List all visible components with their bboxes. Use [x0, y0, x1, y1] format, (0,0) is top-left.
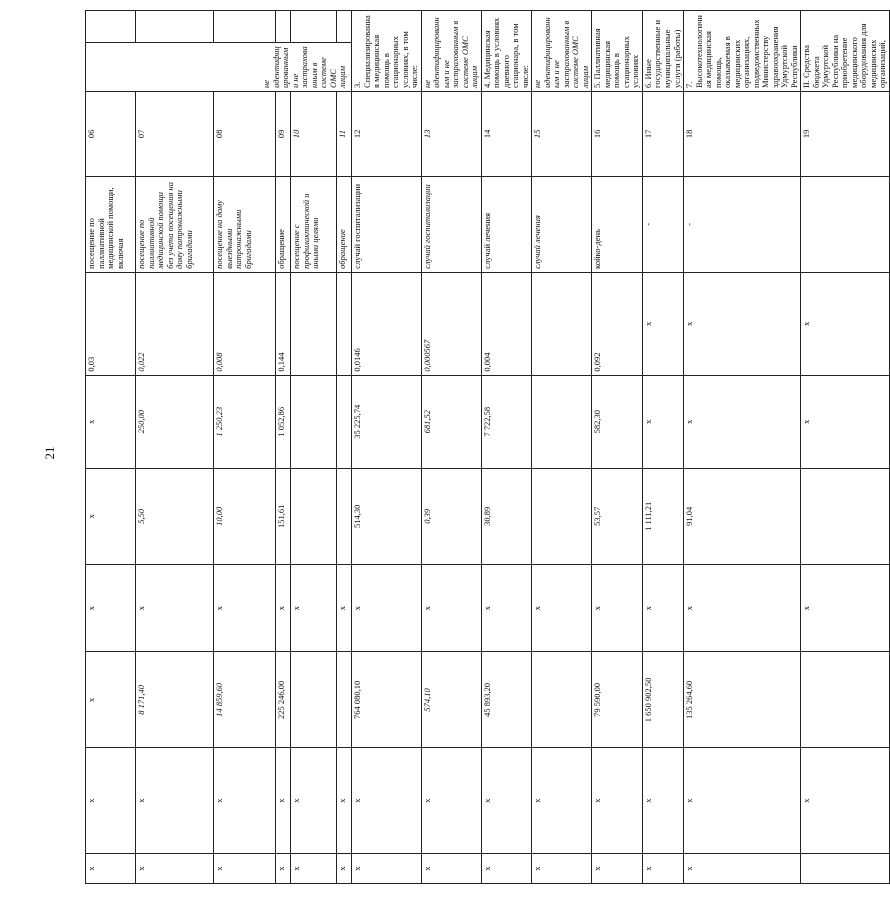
- stub-cell: [214, 11, 276, 43]
- row-12-c3: 764 080,10: [352, 652, 422, 748]
- row-09-norm: 0,144: [276, 272, 291, 375]
- row-15-unit: случай лечения: [532, 176, 592, 272]
- row-19-cost: х: [801, 375, 890, 468]
- row-17-c4: х: [642, 748, 683, 854]
- row-06-c4: х: [86, 748, 136, 854]
- row-13-cost: 681,52: [421, 375, 481, 468]
- row-06-c2: х: [86, 564, 136, 652]
- row-13-unit: случай госпитализации: [421, 176, 481, 272]
- table-row: [214, 11, 276, 884]
- row-08-unit: посещение на дому выездными патронажными бригадами: [214, 176, 276, 272]
- row-11-c4: х: [337, 748, 352, 854]
- row-14-c5: х: [481, 853, 532, 883]
- row-11-c5: х: [337, 853, 352, 883]
- row-15-cost: [532, 375, 592, 468]
- row-19-c2: х: [801, 564, 890, 652]
- row-18-c3: 135 264,60: [684, 652, 801, 748]
- row-11-c2: х: [337, 564, 352, 652]
- norms-table: [85, 10, 890, 884]
- row-08-c1: 10,00: [214, 468, 276, 564]
- row-10-norm: [291, 272, 337, 375]
- row-19-c3: [801, 652, 890, 748]
- row-19-norm: х: [801, 272, 890, 375]
- row-12-code: 12: [352, 91, 422, 176]
- row-19-c4: х: [801, 748, 890, 854]
- row-12-norm: 0,0146: [352, 272, 422, 375]
- row-10-unit: посещение с профилактической и иными целями: [291, 176, 337, 272]
- row-11-c3: [337, 652, 352, 748]
- row-07-c2: х: [136, 564, 214, 652]
- row-11-unit: обращение: [337, 176, 352, 272]
- row-17-c5: х: [642, 853, 683, 883]
- row-12-c2: х: [352, 564, 422, 652]
- row-10-c5: х: [291, 853, 337, 883]
- row-18-c5: х: [684, 853, 801, 883]
- table-row: [642, 11, 683, 884]
- row-08-c5: х: [214, 853, 276, 883]
- row-18-cost: х: [684, 375, 801, 468]
- row-17-code: 17: [642, 91, 683, 176]
- row-14-c4: х: [481, 748, 532, 854]
- row-14-code: 14: [481, 91, 532, 176]
- row-17-c3: 1 650 902,50: [642, 652, 683, 748]
- row-09-c4: х: [276, 748, 291, 854]
- rotated-table-wrapper: [85, 10, 888, 884]
- row-18-c1: 91,04: [684, 468, 801, 564]
- row-11-cost: [337, 375, 352, 468]
- row-11-norm: [337, 272, 352, 375]
- row-13-c5: х: [421, 853, 481, 883]
- row-09-code: 09: [276, 91, 291, 176]
- row-07-code: 07: [136, 91, 214, 176]
- row-16-code: 16: [592, 91, 643, 176]
- table-row: [532, 11, 592, 884]
- row-19-c5: [801, 853, 890, 883]
- table-row: [421, 11, 481, 884]
- table-row: [684, 11, 801, 884]
- row-15-c4: х: [532, 748, 592, 854]
- row-19-code: 19: [801, 91, 890, 176]
- row-07-unit: посещение по паллиативной медицинской помощи без учета посещения на дому патронажными бригадами: [136, 176, 214, 272]
- row-16-c1: 53,57: [592, 468, 643, 564]
- row-16-section: 5. Паллиативная медицинская помощь в стационарных условиях: [592, 11, 643, 92]
- row-18-unit: -: [684, 176, 801, 272]
- row-14-c3: 45 893,20: [481, 652, 532, 748]
- row-18-section: 7. Высокотехнологичная медицинская помощь, оказываемая в медицинских организациях, подведомственных Министерству здравоохранения Удмуртской Республики: [684, 11, 801, 92]
- table-row: [86, 11, 136, 884]
- row-07-c1: 5,50: [136, 468, 214, 564]
- stub-cell: [276, 11, 291, 43]
- table-row: [337, 11, 352, 884]
- row-06-norm: 0,03: [86, 272, 136, 375]
- row-06-unit: посещение по паллиативной медицинской помощи, включая: [86, 176, 136, 272]
- row-19-c1: [801, 468, 890, 564]
- row-18-norm: х: [684, 272, 801, 375]
- row-15-c5: х: [532, 853, 592, 883]
- row-07-cost: 250,00: [136, 375, 214, 468]
- row-14-norm: 0,004: [481, 272, 532, 375]
- row-16-c4: х: [592, 748, 643, 854]
- row-17-unit: -: [642, 176, 683, 272]
- row-19-section: II. Средства бюджета Удмуртской Республики на приобретение медицинского оборудования для медицинских организаций,: [801, 11, 890, 92]
- table-row: [136, 11, 214, 884]
- row-16-c2: х: [592, 564, 643, 652]
- stub-cell: [337, 11, 352, 43]
- row-07-c5: х: [136, 853, 214, 883]
- stub-cell: [136, 11, 214, 43]
- row-16-c3: 79 590,00: [592, 652, 643, 748]
- row-10-cost: [291, 375, 337, 468]
- row-12-cost: 35 225,74: [352, 375, 422, 468]
- row-08-c4: х: [214, 748, 276, 854]
- row-18-c4: х: [684, 748, 801, 854]
- row-15-c3: [532, 652, 592, 748]
- row-09-cost: 1 052,86: [276, 375, 291, 468]
- row-13-norm: 0,000567: [421, 272, 481, 375]
- row-08-norm: 0,008: [214, 272, 276, 375]
- table-row: [481, 11, 532, 884]
- row-08-cost: 1 250,23: [214, 375, 276, 468]
- row-13-c4: х: [421, 748, 481, 854]
- row-14-c1: 30,89: [481, 468, 532, 564]
- row-07-norm: 0,022: [136, 272, 214, 375]
- row-09-c3: 225 246,00: [276, 652, 291, 748]
- row-12-unit: случай госпитализации: [352, 176, 422, 272]
- page-number: 21: [42, 446, 57, 460]
- row-17-norm: х: [642, 272, 683, 375]
- row-14-cost: 7 722,58: [481, 375, 532, 468]
- row-07-c3: 8 171,40: [136, 652, 214, 748]
- row-13-code: 13: [421, 91, 481, 176]
- row-10-code: 10: [291, 91, 337, 176]
- row-18-c2: х: [684, 564, 801, 652]
- row-10-c2: х: [291, 564, 337, 652]
- row-12-c1: 514,30: [352, 468, 422, 564]
- row-16-norm: 0,092: [592, 272, 643, 375]
- row-16-unit: койко-день: [592, 176, 643, 272]
- row-15-norm: [532, 272, 592, 375]
- row-13-c2: х: [421, 564, 481, 652]
- row-06-c3: х: [86, 652, 136, 748]
- row-06-cost: х: [86, 375, 136, 468]
- row-11-c1: [337, 468, 352, 564]
- row-08-c2: х: [214, 564, 276, 652]
- row-16-c5: х: [592, 853, 643, 883]
- row-10-c1: [291, 468, 337, 564]
- row-12-c4: х: [352, 748, 422, 854]
- row-13-c1: 0,39: [421, 468, 481, 564]
- row-06-code: 06: [86, 91, 136, 176]
- table-row: [291, 11, 337, 884]
- row-14-section: 4. Медицинская помощь в условиях дневного стационара, в том числе:: [481, 11, 532, 92]
- row-17-c1: 1 111,21: [642, 468, 683, 564]
- row-12-c5: х: [352, 853, 422, 883]
- table-row: [801, 11, 890, 884]
- row-16-cost: 582,30: [592, 375, 643, 468]
- row-08-c3: 14 859,60: [214, 652, 276, 748]
- table-row: [276, 11, 291, 884]
- row-07-c4: х: [136, 748, 214, 854]
- row-13-c3: 574,10: [421, 652, 481, 748]
- section-merged-label: не идентифицированным и не застрахованным в системе ОМС лицам: [86, 42, 352, 91]
- row-08-code: 08: [214, 91, 276, 176]
- row-10-c3: [291, 652, 337, 748]
- row-17-c2: х: [642, 564, 683, 652]
- row-15-c2: х: [532, 564, 592, 652]
- row-19-unit: [801, 176, 890, 272]
- row-09-c5: х: [276, 853, 291, 883]
- table-row: [592, 11, 643, 884]
- row-09-c2: х: [276, 564, 291, 652]
- row-12-section: 3. Специализированная медицинская помощь в стационарных условиях, в том числе:: [352, 11, 422, 92]
- stub-cell: [291, 11, 337, 43]
- row-18-code: 18: [684, 91, 801, 176]
- stub-cell: [86, 11, 136, 43]
- row-14-c2: х: [481, 564, 532, 652]
- row-11-code: 11: [337, 91, 352, 176]
- row-06-c1: х: [86, 468, 136, 564]
- row-17-section: 6. Иные государственные и муниципальные услуги (работы): [642, 11, 683, 92]
- row-15-section: не идентифицированным и не застрахованным в системе ОМС лицам: [532, 11, 592, 92]
- row-14-unit: случай лечения: [481, 176, 532, 272]
- row-06-c5: х: [86, 853, 136, 883]
- row-09-c1: 151,61: [276, 468, 291, 564]
- row-13-section: не идентифицированным и не застрахованным в системе ОМС лицам: [421, 11, 481, 92]
- row-10-c4: х: [291, 748, 337, 854]
- row-17-cost: х: [642, 375, 683, 468]
- row-15-c1: [532, 468, 592, 564]
- row-09-unit: обращение: [276, 176, 291, 272]
- row-15-code: 15: [532, 91, 592, 176]
- table-row: [352, 11, 422, 884]
